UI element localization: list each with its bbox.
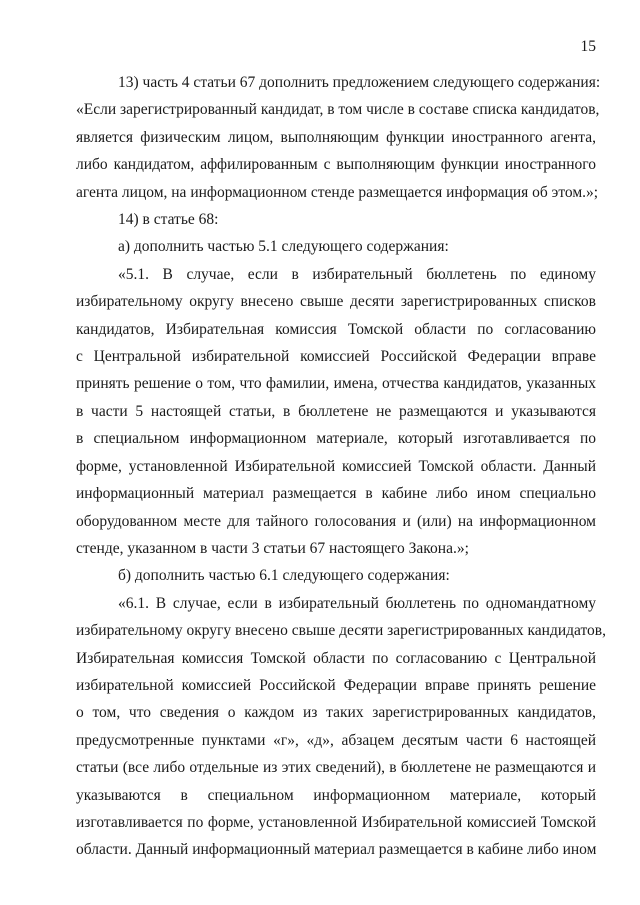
document-body: [76, 69, 607, 864]
text-line: информационный материал размещается в кабине либо ином специально: [76, 485, 596, 503]
paragraph-subitem-b: [76, 562, 596, 589]
text-line: оборудованном месте для тайного голосования и (или) на информационном: [76, 512, 596, 530]
text-line: форме, установленной Избирательной комиссией Томской области. Данный: [76, 457, 596, 475]
text-line: б) дополнить частью 6.1 следующего содержания:: [118, 567, 450, 585]
text-line: в части 5 настоящей статьи, в бюллетене не размещаются и указываются: [76, 402, 596, 420]
text-line: в специальном информационном материале, который изготавливается по: [76, 430, 596, 448]
text-line: указываются в специальном информационном материале, который: [76, 786, 596, 804]
text-line: о том, что сведения о каждом из таких зарегистрированных кандидатов,: [76, 704, 596, 722]
text-line: избирательному округу внесено свыше десяти зарегистрированных списков: [76, 293, 596, 311]
text-line: избирательной комиссией Российской Федерации вправе принять решение: [76, 676, 596, 694]
text-line: изготавливается по форме, установленной Избирательной комиссией Томской: [76, 813, 596, 831]
text-line: «5.1. В случае, если в избирательный бюллетень по единому: [118, 265, 596, 283]
text-line: статьи (все либо отдельные из этих сведений), в бюллетене не размещаются и: [76, 759, 596, 777]
text-line: является физическим лицом, выполняющим функции иностранного агента,: [76, 128, 596, 146]
text-line: предусмотренные пунктами «г», «д», абзацем десятым части 6 настоящей: [76, 731, 596, 749]
text-line: кандидатов, Избирательная комиссия Томской области по согласованию: [76, 320, 596, 338]
paragraph-subitem-a: [76, 233, 596, 260]
text-line: 14) в статье 68:: [118, 211, 219, 229]
text-line: избирательному округу внесено свыше десяти зарегистрированных кандидатов,: [76, 622, 607, 640]
text-line: с Центральной избирательной комиссией Российской Федерации вправе: [76, 348, 596, 366]
text-line: «Если зарегистрированный кандидат, в том числе в составе списка кандидатов,: [76, 101, 600, 119]
text-line: либо кандидатом, аффилированным с выполняющим функции иностранного: [76, 156, 596, 174]
text-line: принять решение о том, что фамилии, имена, отчества кандидатов, указанных: [76, 375, 596, 393]
paragraph-item-13: [76, 69, 601, 206]
text-line: «6.1. В случае, если в избирательный бюллетень по одномандатному: [118, 594, 596, 612]
page-number: 15: [580, 38, 596, 55]
paragraph-part-5-1: [76, 261, 596, 562]
text-line: стенде, указанном в части 3 статьи 67 настоящего Закона.»;: [76, 539, 469, 557]
paragraph-item-14: [76, 206, 596, 233]
text-line: области. Данный информационный материал размещается в кабине либо ином: [76, 841, 597, 859]
text-line: Избирательная комиссия Томской области по согласованию с Центральной: [76, 649, 596, 667]
paragraph-part-6-1: [76, 590, 607, 864]
text-line: а) дополнить частью 5.1 следующего содержания:: [118, 238, 449, 256]
text-line: 13) часть 4 статьи 67 дополнить предложением следующего содержания:: [118, 74, 601, 91]
text-line: агента лицом, на информационном стенде размещается информация об этом.»;: [76, 183, 599, 201]
